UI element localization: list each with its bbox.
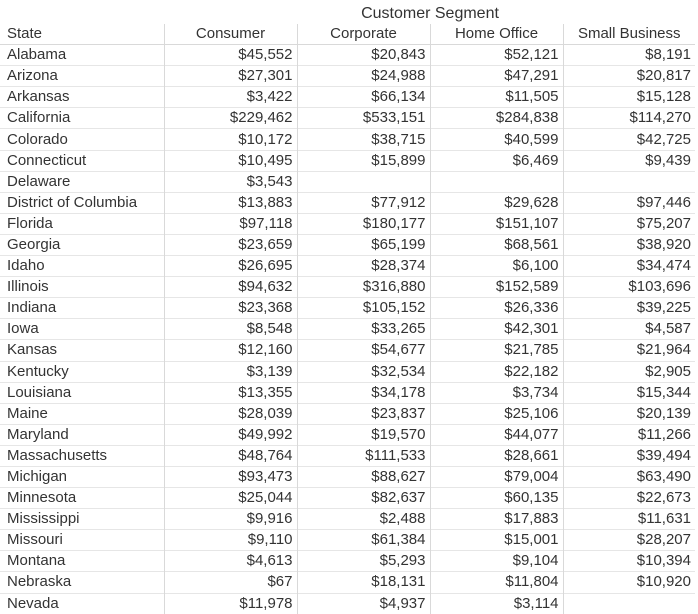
state-cell: Mississippi bbox=[0, 509, 164, 530]
table-row bbox=[0, 213, 695, 234]
value-cell: $3,734 bbox=[430, 382, 563, 403]
value-cell: $533,151 bbox=[297, 108, 430, 129]
state-cell: Colorado bbox=[0, 129, 164, 150]
table-row bbox=[0, 466, 695, 487]
state-cell: Arkansas bbox=[0, 87, 164, 108]
table-row bbox=[0, 298, 695, 319]
value-cell bbox=[430, 171, 563, 192]
table-row bbox=[0, 234, 695, 255]
value-cell: $28,207 bbox=[563, 530, 695, 551]
table-row bbox=[0, 192, 695, 213]
value-cell: $9,439 bbox=[563, 150, 695, 171]
value-cell: $3,422 bbox=[164, 87, 297, 108]
value-cell: $88,627 bbox=[297, 466, 430, 487]
value-cell: $105,152 bbox=[297, 298, 430, 319]
value-cell: $25,106 bbox=[430, 403, 563, 424]
table-row bbox=[0, 445, 695, 466]
value-cell: $34,178 bbox=[297, 382, 430, 403]
value-cell: $28,374 bbox=[297, 256, 430, 277]
value-cell: $8,191 bbox=[563, 45, 695, 66]
value-cell: $10,495 bbox=[164, 150, 297, 171]
value-cell: $75,207 bbox=[563, 213, 695, 234]
value-cell: $10,920 bbox=[563, 572, 695, 593]
value-cell: $22,182 bbox=[430, 361, 563, 382]
table-row bbox=[0, 150, 695, 171]
value-cell: $9,104 bbox=[430, 551, 563, 572]
value-cell: $17,883 bbox=[430, 509, 563, 530]
value-cell: $284,838 bbox=[430, 108, 563, 129]
value-cell: $18,131 bbox=[297, 572, 430, 593]
value-cell: $23,659 bbox=[164, 234, 297, 255]
state-cell: Louisiana bbox=[0, 382, 164, 403]
table-row bbox=[0, 593, 695, 614]
value-cell: $2,905 bbox=[563, 361, 695, 382]
table-row bbox=[0, 66, 695, 87]
value-cell: $82,637 bbox=[297, 488, 430, 509]
value-cell: $42,301 bbox=[430, 319, 563, 340]
state-cell: Iowa bbox=[0, 319, 164, 340]
table-row bbox=[0, 340, 695, 361]
value-cell: $5,293 bbox=[297, 551, 430, 572]
value-cell: $111,533 bbox=[297, 445, 430, 466]
value-cell bbox=[563, 593, 695, 614]
state-cell: Montana bbox=[0, 551, 164, 572]
value-cell: $3,114 bbox=[430, 593, 563, 614]
value-cell: $34,474 bbox=[563, 256, 695, 277]
value-cell: $11,505 bbox=[430, 87, 563, 108]
value-cell: $39,225 bbox=[563, 298, 695, 319]
state-cell: Indiana bbox=[0, 298, 164, 319]
value-cell: $11,266 bbox=[563, 424, 695, 445]
table-row bbox=[0, 424, 695, 445]
table-row bbox=[0, 488, 695, 509]
value-cell: $65,199 bbox=[297, 234, 430, 255]
value-cell: $20,843 bbox=[297, 45, 430, 66]
value-cell: $68,561 bbox=[430, 234, 563, 255]
value-cell: $63,490 bbox=[563, 466, 695, 487]
table-body bbox=[0, 45, 695, 614]
table-row bbox=[0, 45, 695, 66]
value-cell: $152,589 bbox=[430, 277, 563, 298]
value-cell: $66,134 bbox=[297, 87, 430, 108]
value-cell: $27,301 bbox=[164, 66, 297, 87]
state-cell: Maryland bbox=[0, 424, 164, 445]
value-cell: $12,160 bbox=[164, 340, 297, 361]
value-cell: $4,587 bbox=[563, 319, 695, 340]
value-cell: $39,494 bbox=[563, 445, 695, 466]
state-cell: Nebraska bbox=[0, 572, 164, 593]
value-cell: $20,817 bbox=[563, 66, 695, 87]
value-cell: $45,552 bbox=[164, 45, 297, 66]
value-cell: $15,128 bbox=[563, 87, 695, 108]
value-cell: $21,785 bbox=[430, 340, 563, 361]
table-row bbox=[0, 171, 695, 192]
table-row bbox=[0, 403, 695, 424]
consumer-column-header: Consumer bbox=[164, 24, 297, 45]
value-cell: $28,661 bbox=[430, 445, 563, 466]
state-segment-table bbox=[0, 24, 695, 614]
value-cell: $20,139 bbox=[563, 403, 695, 424]
value-cell: $3,139 bbox=[164, 361, 297, 382]
value-cell: $180,177 bbox=[297, 213, 430, 234]
value-cell: $19,570 bbox=[297, 424, 430, 445]
value-cell: $10,394 bbox=[563, 551, 695, 572]
home-office-column-header: Home Office bbox=[430, 24, 563, 45]
state-cell: Minnesota bbox=[0, 488, 164, 509]
state-cell: Florida bbox=[0, 213, 164, 234]
value-cell: $9,916 bbox=[164, 509, 297, 530]
value-cell: $21,964 bbox=[563, 340, 695, 361]
value-cell: $11,978 bbox=[164, 593, 297, 614]
table-row bbox=[0, 551, 695, 572]
value-cell: $38,920 bbox=[563, 234, 695, 255]
value-cell: $42,725 bbox=[563, 129, 695, 150]
state-cell: District of Columbia bbox=[0, 192, 164, 213]
value-cell: $61,384 bbox=[297, 530, 430, 551]
state-cell: Maine bbox=[0, 403, 164, 424]
customer-segment-header: Customer Segment bbox=[361, 5, 499, 22]
table-row bbox=[0, 87, 695, 108]
state-cell: Massachusetts bbox=[0, 445, 164, 466]
value-cell: $2,488 bbox=[297, 509, 430, 530]
value-cell: $32,534 bbox=[297, 361, 430, 382]
table-row bbox=[0, 382, 695, 403]
value-cell: $47,291 bbox=[430, 66, 563, 87]
value-cell: $103,696 bbox=[563, 277, 695, 298]
state-cell: California bbox=[0, 108, 164, 129]
table-row bbox=[0, 108, 695, 129]
value-cell: $151,107 bbox=[430, 213, 563, 234]
value-cell: $4,937 bbox=[297, 593, 430, 614]
value-cell: $77,912 bbox=[297, 192, 430, 213]
value-cell: $23,368 bbox=[164, 298, 297, 319]
value-cell bbox=[563, 171, 695, 192]
value-cell: $97,118 bbox=[164, 213, 297, 234]
table-row bbox=[0, 572, 695, 593]
value-cell: $114,270 bbox=[563, 108, 695, 129]
value-cell: $13,883 bbox=[164, 192, 297, 213]
table-row bbox=[0, 361, 695, 382]
value-cell: $33,265 bbox=[297, 319, 430, 340]
value-cell: $24,988 bbox=[297, 66, 430, 87]
value-cell: $11,631 bbox=[563, 509, 695, 530]
value-cell: $22,673 bbox=[563, 488, 695, 509]
value-cell: $67 bbox=[164, 572, 297, 593]
state-cell: Connecticut bbox=[0, 150, 164, 171]
table-row bbox=[0, 319, 695, 340]
state-cell: Kansas bbox=[0, 340, 164, 361]
value-cell: $52,121 bbox=[430, 45, 563, 66]
state-cell: Alabama bbox=[0, 45, 164, 66]
value-cell: $97,446 bbox=[563, 192, 695, 213]
state-cell: Missouri bbox=[0, 530, 164, 551]
value-cell: $4,613 bbox=[164, 551, 297, 572]
value-cell bbox=[297, 171, 430, 192]
value-cell: $26,336 bbox=[430, 298, 563, 319]
state-cell: Arizona bbox=[0, 66, 164, 87]
value-cell: $25,044 bbox=[164, 488, 297, 509]
value-cell: $49,992 bbox=[164, 424, 297, 445]
value-cell: $40,599 bbox=[430, 129, 563, 150]
value-cell: $15,001 bbox=[430, 530, 563, 551]
state-cell: Michigan bbox=[0, 466, 164, 487]
value-cell: $9,110 bbox=[164, 530, 297, 551]
state-cell: Idaho bbox=[0, 256, 164, 277]
value-cell: $79,004 bbox=[430, 466, 563, 487]
value-cell: $6,469 bbox=[430, 150, 563, 171]
table-row bbox=[0, 509, 695, 530]
small-business-column-header: Small Business bbox=[563, 24, 695, 45]
state-cell: Georgia bbox=[0, 234, 164, 255]
state-column-header: State bbox=[0, 24, 164, 45]
value-cell: $60,135 bbox=[430, 488, 563, 509]
value-cell: $229,462 bbox=[164, 108, 297, 129]
value-cell: $93,473 bbox=[164, 466, 297, 487]
value-cell: $26,695 bbox=[164, 256, 297, 277]
value-cell: $38,715 bbox=[297, 129, 430, 150]
value-cell: $316,880 bbox=[297, 277, 430, 298]
value-cell: $23,837 bbox=[297, 403, 430, 424]
value-cell: $6,100 bbox=[430, 256, 563, 277]
value-cell: $94,632 bbox=[164, 277, 297, 298]
value-cell: $28,039 bbox=[164, 403, 297, 424]
value-cell: $10,172 bbox=[164, 129, 297, 150]
state-cell: Illinois bbox=[0, 277, 164, 298]
value-cell: $29,628 bbox=[430, 192, 563, 213]
column-header-row bbox=[0, 24, 695, 45]
corporate-column-header: Corporate bbox=[297, 24, 430, 45]
state-cell: Delaware bbox=[0, 171, 164, 192]
value-cell: $54,677 bbox=[297, 340, 430, 361]
value-cell: $3,543 bbox=[164, 171, 297, 192]
table-row bbox=[0, 129, 695, 150]
value-cell: $15,344 bbox=[563, 382, 695, 403]
state-cell: Kentucky bbox=[0, 361, 164, 382]
value-cell: $8,548 bbox=[164, 319, 297, 340]
state-cell: Nevada bbox=[0, 593, 164, 614]
table-row bbox=[0, 256, 695, 277]
value-cell: $48,764 bbox=[164, 445, 297, 466]
value-cell: $11,804 bbox=[430, 572, 563, 593]
value-cell: $44,077 bbox=[430, 424, 563, 445]
table-row bbox=[0, 530, 695, 551]
table-row bbox=[0, 277, 695, 298]
value-cell: $15,899 bbox=[297, 150, 430, 171]
value-cell: $13,355 bbox=[164, 382, 297, 403]
